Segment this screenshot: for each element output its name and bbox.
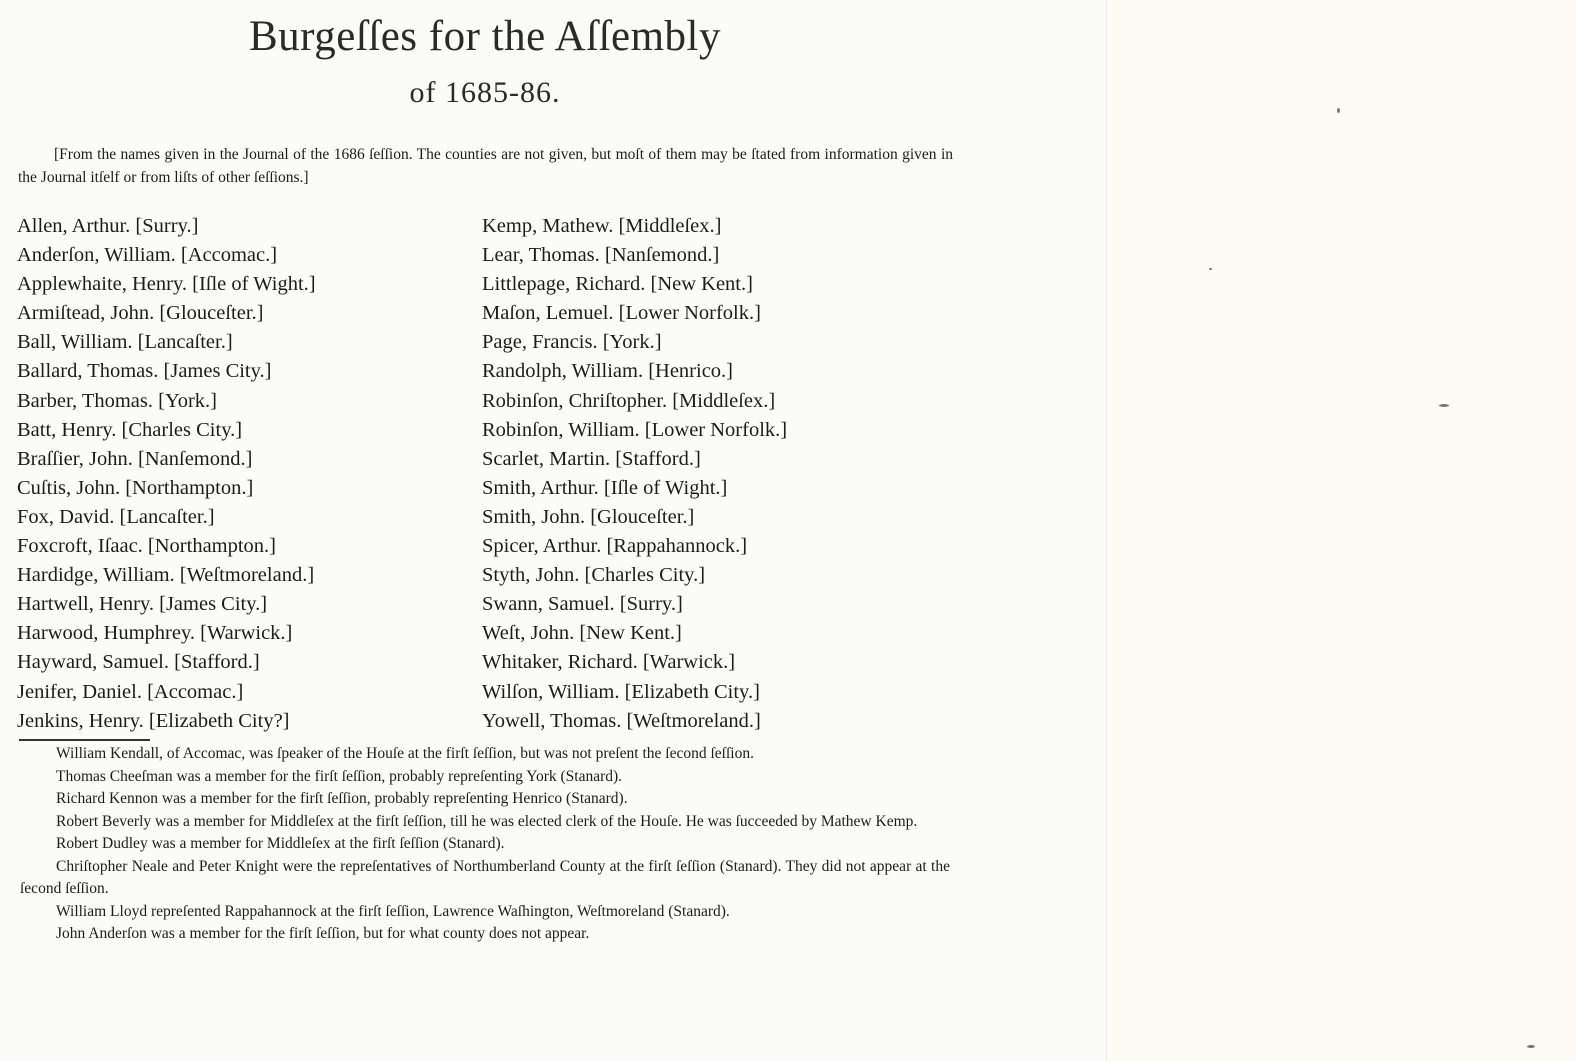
page-title: Burgeſſes for the Aſſembly bbox=[249, 13, 721, 60]
paper-speck bbox=[1439, 404, 1449, 407]
footnote-divider bbox=[19, 739, 150, 741]
footnote: William Kendall, of Accomac, was ſpeaker of the Houſe at the firſt ſeſſion, but was not preſent the ſecond ſeſſion. bbox=[56, 745, 754, 762]
list-item: Robinſon, William. [Lower Norfolk.] bbox=[482, 418, 788, 441]
footnote: Thomas Cheeſman was a member for the firſt ſeſſion, probably repreſenting York (Stanard). bbox=[56, 767, 623, 785]
list-item: Kemp, Mathew. [Middleſex.] bbox=[482, 215, 722, 237]
list-item: Braſſier, John. [Nanſemond.] bbox=[17, 447, 253, 470]
list-item: Hardidge, William. [Weſtmoreland.] bbox=[17, 564, 315, 587]
footnote: Robert Dudley was a member for Middleſex at the firſt ſeſſion (Stanard). bbox=[56, 835, 505, 852]
blank-facing-page bbox=[1106, 0, 1576, 1061]
list-item: Hayward, Samuel. [Stafford.] bbox=[17, 651, 260, 674]
list-item: Smith, John. [Glouceſter.] bbox=[482, 505, 695, 528]
list-item: Styth, John. [Charles City.] bbox=[482, 564, 706, 587]
list-item: Hartwell, Henry. [James City.] bbox=[17, 593, 268, 616]
list-item: Jenifer, Daniel. [Accomac.] bbox=[17, 680, 244, 703]
list-item: Littlepage, Richard. [New Kent.] bbox=[482, 273, 753, 296]
footnotes bbox=[20, 743, 950, 946]
list-item: Harwood, Humphrey. [Warwick.] bbox=[17, 622, 293, 645]
list-item: Foxcroft, Iſaac. [Northampton.] bbox=[17, 535, 277, 558]
list-item: Spicer, Arthur. [Rappahannock.] bbox=[482, 535, 748, 558]
list-item: Page, Francis. [York.] bbox=[482, 331, 662, 354]
list-item: Barber, Thomas. [York.] bbox=[17, 389, 217, 412]
list-item: Ball, William. [Lancaſter.] bbox=[17, 331, 233, 354]
list-item: Weſt, John. [New Kent.] bbox=[482, 622, 682, 645]
page-subtitle: of 1685-86. bbox=[409, 76, 561, 109]
list-item: Cuſtis, John. [Northampton.] bbox=[17, 476, 254, 499]
footnote: William Lloyd repreſented Rappahannock at the firſt ſeſſion, Lawrence Waſhington, Weſtmoreland (Stanard). bbox=[56, 902, 730, 920]
list-item: Smith, Arthur. [Iſle of Wight.] bbox=[482, 476, 728, 499]
list-item: Armiſtead, John. [Glouceſter.] bbox=[17, 302, 264, 325]
list-item: Whitaker, Richard. [Warwick.] bbox=[482, 651, 736, 674]
paper-speck bbox=[1337, 108, 1340, 113]
footnote: John Anderſon was a member for the firſt ſeſſion, but for what county does not appear. bbox=[56, 925, 590, 942]
list-item: Scarlet, Martin. [Stafford.] bbox=[482, 447, 701, 470]
burgesses-list-left bbox=[17, 212, 316, 736]
paper-speck bbox=[1527, 1045, 1535, 1048]
footnote: Chriſtopher Neale and Peter Knight were the repreſentatives of Northumberland County at the firſt ſeſſion (Stanard). They did not appear at the ſecond ſeſſion. bbox=[20, 857, 950, 897]
intro-paragraph: [From the names given in the Journal of the 1686 ſeſſion. The counties are not given, but moſt of them may be ſtated from information given in the Journal itſelf or from liſts of other ſeſſions.] bbox=[18, 146, 953, 186]
list-item: Lear, Thomas. [Nanſemond.] bbox=[482, 244, 720, 267]
list-item: Ballard, Thomas. [James City.] bbox=[17, 360, 272, 383]
list-item: Wilſon, William. [Elizabeth City.] bbox=[482, 680, 760, 703]
list-item: Yowell, Thomas. [Weſtmoreland.] bbox=[482, 709, 761, 732]
list-item: Swann, Samuel. [Surry.] bbox=[482, 593, 683, 616]
list-item: Jenkins, Henry. [Elizabeth City?] bbox=[17, 709, 290, 732]
list-item: Randolph, William. [Henrico.] bbox=[482, 360, 734, 383]
list-item: Fox, David. [Lancaſter.] bbox=[17, 505, 215, 528]
list-item: Anderſon, William. [Accomac.] bbox=[17, 244, 278, 267]
burgesses-list-right bbox=[482, 212, 787, 736]
paper-speck bbox=[1209, 268, 1212, 270]
footnote: Richard Kennon was a member for the firſt ſeſſion, probably repreſenting Henrico (Stanard). bbox=[56, 790, 628, 807]
footnote: Robert Beverly was a member for Middleſex at the firſt ſeſſion, till he was elected clerk of the Houſe. He was ſucceeded by Mathew Kemp. bbox=[56, 812, 918, 830]
list-item: Allen, Arthur. [Surry.] bbox=[17, 215, 199, 237]
list-item: Robinſon, Chriſtopher. [Middleſex.] bbox=[482, 389, 776, 412]
list-item: Applewhaite, Henry. [Iſle of Wight.] bbox=[17, 273, 316, 296]
list-item: Batt, Henry. [Charles City.] bbox=[17, 418, 243, 441]
list-item: Maſon, Lemuel. [Lower Norfolk.] bbox=[482, 302, 761, 325]
